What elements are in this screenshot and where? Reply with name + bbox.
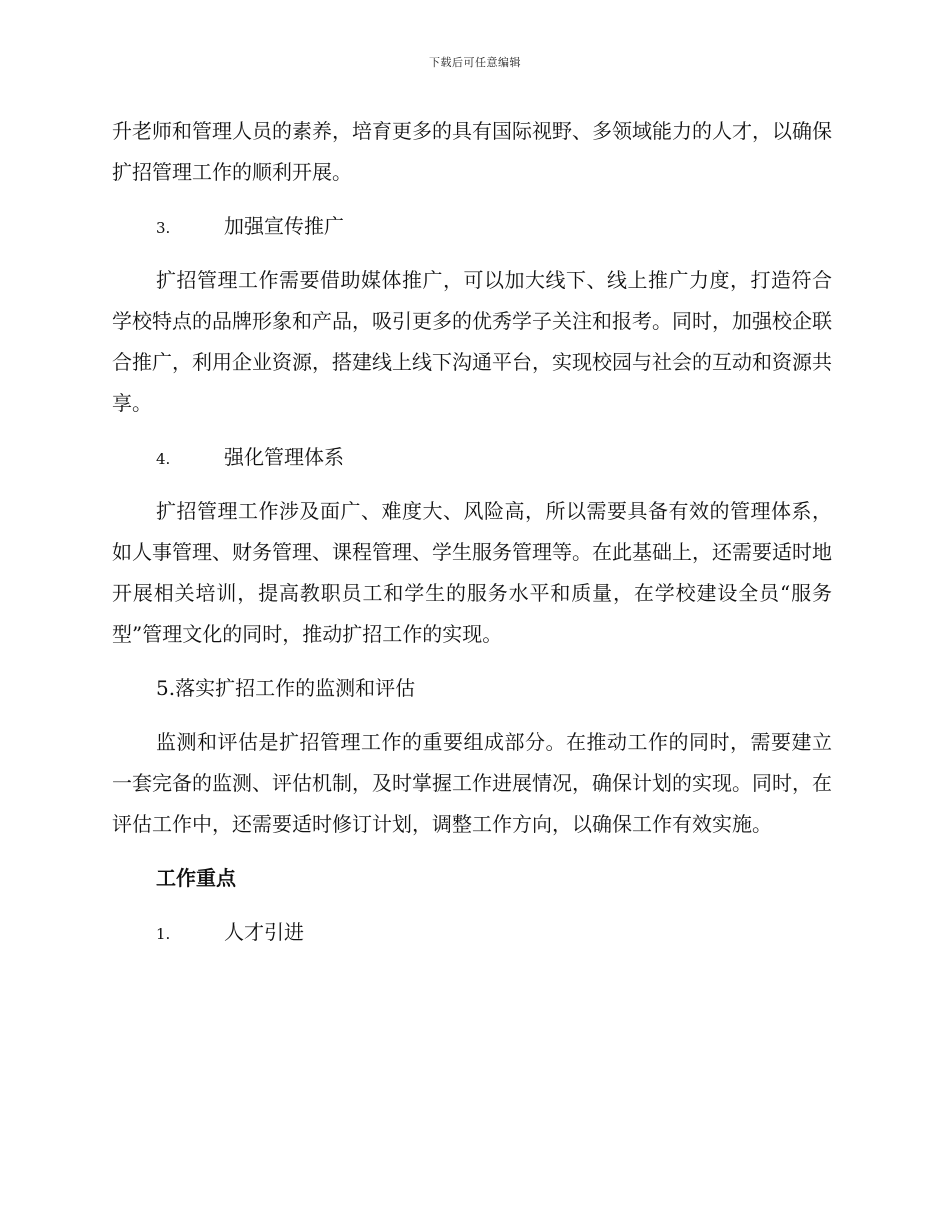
item-label: 强化管理体系 — [224, 445, 344, 469]
numbered-item-4 — [112, 437, 832, 478]
page-header: 下载后可任意编辑 — [429, 56, 521, 69]
numbered-item-3 — [112, 206, 832, 247]
item-number: 3. — [156, 219, 171, 237]
numbered-item-5: 5.落实扩招工作的监测和评估 — [156, 676, 416, 700]
numbered-item-1 — [112, 912, 832, 953]
item-label: 人才引进 — [224, 920, 304, 944]
paragraph-management-system: 扩招管理工作涉及面广、难度大、风险高，所以需要具备有效的管理体系，如人事管理、财务管理、课程管理、学生服务管理等。在此基础上，还需要适时地开展相关培训，提高教职员工和学生的服务水平和质量，在学校建设全员“服务型”管理文化的同时，推动扩招工作的实现。 — [112, 499, 832, 646]
item-number: 1. — [156, 925, 171, 943]
document-body — [112, 111, 832, 953]
paragraph-continuation: 升老师和管理人员的素养，培育更多的具有国际视野、多领域能力的人才，以确保扩招管理工作的顺利开展。 — [112, 119, 832, 184]
paragraph-monitoring: 监测和评估是扩招管理工作的重要组成部分。在推动工作的同时，需要建立一套完备的监测、评估机制，及时掌握工作进展情况，确保计划的实现。同时，在评估工作中，还需要适时修订计划，调整工作方向，以确保工作有效实施。 — [112, 730, 832, 836]
item-label: 加强宣传推广 — [224, 214, 344, 238]
section-heading: 工作重点 — [156, 866, 236, 890]
paragraph-promotion: 扩招管理工作需要借助媒体推广，可以加大线下、线上推广力度，打造符合学校特点的品牌形象和产品，吸引更多的优秀学子关注和报考。同时，加强校企联合推广，利用企业资源，搭建线上线下沟通平台，实现校园与社会的互动和资源共享。 — [112, 268, 832, 415]
item-number: 4. — [156, 450, 171, 468]
